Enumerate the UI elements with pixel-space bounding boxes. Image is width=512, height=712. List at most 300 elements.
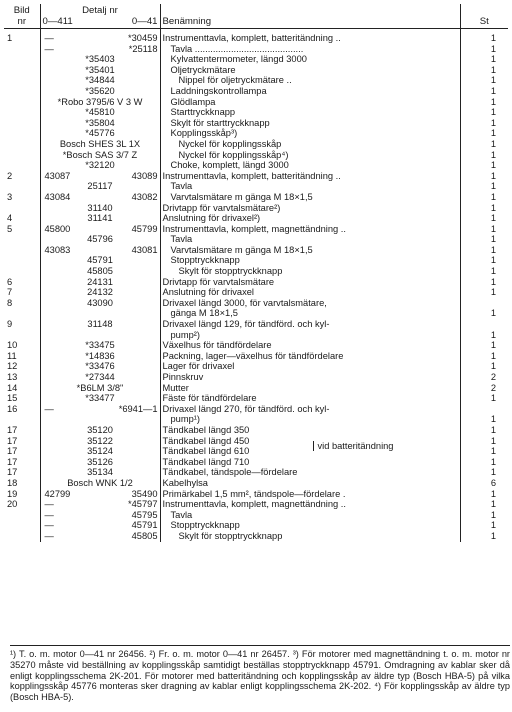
bild-number bbox=[4, 520, 40, 531]
detail-number-0-411: 45800 bbox=[44, 223, 71, 234]
benamning-text: Växelhus för tändfördelare bbox=[162, 340, 272, 351]
bild-number: 14 bbox=[4, 383, 40, 394]
bild-number: 13 bbox=[4, 372, 40, 383]
benamning-text: Tändkabel längd 610 bbox=[162, 446, 250, 457]
quantity: 1 bbox=[490, 107, 496, 118]
bild-number bbox=[4, 118, 40, 129]
detail-number-common: 24132 bbox=[87, 287, 113, 298]
bild-number: 7 bbox=[4, 287, 40, 298]
detail-number bbox=[40, 330, 160, 341]
benamning-text: Tändkabel längd 710 bbox=[162, 456, 250, 467]
benamning-text: Glödlampa bbox=[170, 96, 216, 107]
benamning-text: Lager för drivaxel bbox=[162, 361, 235, 372]
bild-number: 2 bbox=[4, 171, 40, 182]
table-row bbox=[4, 33, 508, 44]
benamning-text: Anslutning för drivaxel²) bbox=[162, 213, 261, 224]
benamning bbox=[160, 361, 460, 372]
detail-number bbox=[40, 467, 160, 478]
detail-number bbox=[40, 107, 160, 118]
detail-number bbox=[40, 213, 160, 224]
bild-number: 17 bbox=[4, 457, 40, 468]
detail-number bbox=[40, 139, 160, 150]
detail-number-0-41: *6941—1 bbox=[118, 403, 158, 414]
detail-number bbox=[40, 520, 160, 531]
benamning bbox=[160, 404, 460, 415]
detail-number bbox=[40, 65, 160, 76]
benamning bbox=[160, 510, 460, 521]
detail-number bbox=[40, 436, 160, 447]
quantity: 1 bbox=[490, 446, 496, 457]
detail-number bbox=[40, 319, 160, 330]
benamning-text: Skylt för stopptryckknapp bbox=[178, 266, 283, 277]
detail-number bbox=[40, 414, 160, 425]
detail-number bbox=[40, 499, 160, 510]
detail-number bbox=[40, 340, 160, 351]
quantity: 1 bbox=[490, 33, 496, 43]
detail-number bbox=[40, 266, 160, 277]
benamning-text: Drivtapp för varvtalsmätare bbox=[162, 276, 275, 287]
detail-number-common: 35122 bbox=[87, 435, 113, 446]
benamning bbox=[160, 44, 460, 55]
bild-number: 17 bbox=[4, 467, 40, 478]
vid-batteritandning-note: vid batteritändning bbox=[313, 441, 394, 451]
benamning-text: Tavla bbox=[170, 234, 193, 245]
detail-number-0-411: 43087 bbox=[44, 170, 71, 181]
bild-number: 3 bbox=[4, 192, 40, 203]
detail-number bbox=[40, 224, 160, 235]
quantity: 1 bbox=[490, 128, 496, 139]
quantity bbox=[460, 319, 508, 330]
quantity: 1 bbox=[490, 96, 496, 107]
benamning-text: Instrumenttavla, komplett, batteritändning .. bbox=[162, 170, 341, 181]
benamning-text: Varvtalsmätare m gänga M 18×1,5 bbox=[170, 191, 313, 202]
quantity: 1 bbox=[490, 43, 496, 54]
detail-number bbox=[40, 510, 160, 521]
bild-number bbox=[4, 510, 40, 521]
detail-number-common: 31141 bbox=[87, 213, 113, 224]
bild-number: 1 bbox=[4, 33, 40, 44]
table-row bbox=[4, 160, 508, 171]
table-row bbox=[4, 266, 508, 277]
benamning-text: Tavla bbox=[170, 181, 193, 192]
detail-number-common: *27344 bbox=[85, 372, 115, 382]
quantity: 1 bbox=[490, 54, 496, 65]
detail-number bbox=[40, 383, 160, 394]
benamning-text: Instrumenttavla, komplett, batteritändning .. bbox=[162, 33, 341, 43]
detail-number-0-411: 43083 bbox=[44, 244, 71, 255]
benamning bbox=[160, 139, 460, 150]
benamning bbox=[160, 520, 460, 531]
detail-number-common: *35620 bbox=[85, 85, 115, 96]
bild-number: 8 bbox=[4, 298, 40, 309]
detail-number-0-41: 35490 bbox=[131, 488, 158, 499]
detail-number bbox=[40, 118, 160, 129]
detail-number-common: *Bosch SAS 3/7 Z bbox=[62, 149, 138, 160]
benamning bbox=[160, 298, 460, 309]
bild-number: 9 bbox=[4, 319, 40, 330]
quantity: 1 bbox=[490, 85, 496, 96]
detail-number bbox=[40, 372, 160, 383]
detail-number bbox=[40, 457, 160, 468]
table-row bbox=[4, 203, 508, 214]
quantity: 1 bbox=[490, 435, 496, 446]
benamning bbox=[160, 86, 460, 97]
header-bild bbox=[4, 4, 40, 29]
bild-number bbox=[4, 44, 40, 55]
table-row bbox=[4, 425, 508, 436]
detail-number bbox=[40, 86, 160, 97]
benamning bbox=[160, 118, 460, 129]
bild-number bbox=[4, 54, 40, 65]
quantity: 1 bbox=[490, 530, 496, 541]
benamning-text: Anslutning för drivaxel bbox=[162, 287, 254, 298]
bild-number bbox=[4, 203, 40, 214]
bild-number: 16 bbox=[4, 404, 40, 415]
quantity: 1 bbox=[490, 287, 496, 298]
detail-number-common: 35120 bbox=[87, 424, 113, 435]
table-row bbox=[4, 118, 508, 129]
parts-table-body bbox=[4, 29, 508, 542]
quantity: 1 bbox=[490, 244, 496, 255]
table-row bbox=[4, 531, 508, 542]
bild-number: 20 bbox=[4, 499, 40, 510]
table-row bbox=[4, 65, 508, 76]
bild-number bbox=[4, 255, 40, 266]
quantity: 1 bbox=[490, 266, 496, 277]
benamning bbox=[160, 393, 460, 404]
bild-number: 10 bbox=[4, 340, 40, 351]
benamning-text: Skylt för starttryckknapp bbox=[170, 117, 270, 128]
benamning bbox=[160, 245, 460, 256]
bild-number bbox=[4, 181, 40, 192]
benamning bbox=[160, 75, 460, 86]
table-row bbox=[4, 97, 508, 108]
detail-number-0-411: — bbox=[44, 509, 54, 520]
benamning bbox=[160, 224, 460, 235]
detail-number-common: 35134 bbox=[87, 467, 113, 478]
benamning-text: Varvtalsmätare m gänga M 18×1,5 bbox=[170, 244, 313, 255]
table-row bbox=[4, 478, 508, 489]
detail-number-0-41: 43082 bbox=[131, 191, 158, 202]
quantity: 1 bbox=[490, 191, 496, 202]
detail-number bbox=[40, 425, 160, 436]
benamning bbox=[160, 414, 460, 425]
table-row bbox=[4, 44, 508, 55]
table-row bbox=[4, 446, 508, 457]
table-row bbox=[4, 393, 508, 404]
benamning-text: Drivtapp för varvtalsmätare²) bbox=[162, 202, 281, 213]
bild-number bbox=[4, 234, 40, 245]
table-row bbox=[4, 150, 508, 161]
detail-number-0-41: 43081 bbox=[131, 244, 158, 255]
benamning-text: Kabelhylsa bbox=[162, 477, 208, 488]
detail-number-0-411: 43084 bbox=[44, 191, 71, 202]
detail-number bbox=[40, 361, 160, 372]
benamning bbox=[160, 340, 460, 351]
detail-number-common: *33475 bbox=[85, 340, 115, 351]
detail-number bbox=[40, 298, 160, 309]
table-row bbox=[4, 467, 508, 478]
detail-number-common: 45796 bbox=[87, 234, 113, 245]
detail-number bbox=[40, 203, 160, 214]
bild-number: 17 bbox=[4, 425, 40, 436]
detail-number bbox=[40, 393, 160, 404]
benamning-text: Fäste för tändfördelare bbox=[162, 393, 257, 404]
quantity: 2 bbox=[490, 372, 496, 382]
quantity: 1 bbox=[490, 234, 496, 245]
quantity: 1 bbox=[490, 488, 496, 499]
benamning-text: Tavla bbox=[170, 509, 193, 520]
detail-number bbox=[40, 478, 160, 489]
quantity bbox=[460, 404, 508, 415]
benamning-text: Drivaxel längd 3000, för varvtalsmätare, bbox=[162, 297, 327, 308]
detail-number-common: *35401 bbox=[85, 64, 115, 75]
detail-number-common: 24131 bbox=[87, 276, 113, 287]
detail-number-common: *45776 bbox=[85, 128, 115, 139]
quantity: 1 bbox=[490, 393, 496, 404]
quantity: 1 bbox=[490, 509, 496, 520]
benamning-text: Stopptryckknapp bbox=[170, 255, 240, 266]
table-row bbox=[4, 414, 508, 425]
header-st bbox=[460, 4, 508, 29]
quantity: 1 bbox=[490, 424, 496, 435]
bild-number: 11 bbox=[4, 351, 40, 362]
bild-number: 17 bbox=[4, 446, 40, 457]
benamning bbox=[160, 171, 460, 182]
quantity: 1 bbox=[490, 117, 496, 128]
table-row bbox=[4, 520, 508, 531]
quantity: 1 bbox=[490, 329, 496, 340]
detail-number bbox=[40, 234, 160, 245]
table-row bbox=[4, 224, 508, 235]
detail-number-common: 43090 bbox=[87, 297, 113, 308]
quantity: 1 bbox=[490, 160, 496, 171]
parts-list-page bbox=[4, 4, 510, 703]
quantity: 6 bbox=[490, 477, 496, 488]
detail-number bbox=[40, 128, 160, 139]
quantity: 1 bbox=[490, 75, 496, 86]
detail-number bbox=[40, 351, 160, 362]
detail-number-common: *33477 bbox=[85, 393, 115, 404]
detail-number-0-41: 43089 bbox=[131, 170, 158, 181]
quantity: 1 bbox=[490, 202, 496, 213]
benamning-text: Kopplingsskåp³) bbox=[170, 128, 238, 139]
benamning-text: pump²) bbox=[170, 329, 200, 340]
table-row bbox=[4, 372, 508, 383]
benamning-text: pump¹) bbox=[170, 414, 200, 425]
benamning-text: Drivaxel längd 129, för tändförd. och kyl- bbox=[162, 319, 330, 330]
table-row bbox=[4, 298, 508, 309]
benamning bbox=[160, 181, 460, 192]
detail-number-common: 45791 bbox=[87, 255, 113, 266]
table-row bbox=[4, 351, 508, 362]
detail-number-common: 45805 bbox=[87, 266, 113, 277]
bild-number: 18 bbox=[4, 478, 40, 489]
benamning-text: Packning, lager—växelhus för tändfördelare bbox=[162, 350, 344, 361]
benamning-text: Choke, komplett, längd 3000 bbox=[170, 160, 289, 171]
quantity: 1 bbox=[490, 456, 496, 467]
benamning bbox=[160, 203, 460, 214]
detail-number bbox=[40, 75, 160, 86]
detail-number-0-411: — bbox=[44, 520, 54, 531]
table-row bbox=[4, 383, 508, 394]
table-row bbox=[4, 404, 508, 415]
quantity: 1 bbox=[490, 361, 496, 372]
quantity: 2 bbox=[490, 382, 496, 393]
benamning bbox=[160, 499, 460, 510]
header-benamning-label: Benämning bbox=[162, 16, 212, 27]
table-row bbox=[4, 107, 508, 118]
quantity: 1 bbox=[490, 138, 496, 149]
benamning bbox=[160, 33, 460, 44]
detail-number-common: *34844 bbox=[85, 75, 115, 86]
quantity: 1 bbox=[490, 149, 496, 160]
table-row bbox=[4, 139, 508, 150]
detail-number bbox=[40, 308, 160, 319]
benamning bbox=[160, 97, 460, 108]
quantity: 1 bbox=[490, 181, 496, 192]
bild-number: 5 bbox=[4, 224, 40, 235]
table-row bbox=[4, 181, 508, 192]
header-bild-label: Bild bbox=[13, 5, 30, 16]
benamning bbox=[160, 277, 460, 288]
benamning bbox=[160, 478, 460, 489]
benamning bbox=[160, 351, 460, 362]
detail-number-0-411: 42799 bbox=[44, 488, 71, 499]
table-row bbox=[4, 330, 508, 341]
benamning-text: Tändkabel, tändspole—fördelare bbox=[162, 467, 298, 478]
detail-number-common: *33476 bbox=[85, 361, 115, 372]
detail-number-common: *32120 bbox=[85, 160, 115, 171]
detail-number-0-41: *30459 bbox=[128, 33, 158, 43]
table-row bbox=[4, 255, 508, 266]
detail-number-common: *14836 bbox=[85, 350, 115, 361]
benamning bbox=[160, 65, 460, 76]
quantity: 1 bbox=[490, 350, 496, 361]
bild-number: 19 bbox=[4, 489, 40, 500]
quantity: 1 bbox=[490, 64, 496, 75]
detail-number bbox=[40, 160, 160, 171]
bild-number bbox=[4, 414, 40, 425]
benamning bbox=[160, 213, 460, 224]
detail-number bbox=[40, 33, 160, 44]
header-detalj bbox=[40, 4, 160, 29]
benamning-text: Instrumenttavla, komplett, magnettändning .. bbox=[162, 223, 346, 234]
benamning bbox=[160, 372, 460, 383]
benamning-text: Nyckel för kopplingsskåp⁴) bbox=[178, 149, 289, 160]
detail-number bbox=[40, 192, 160, 203]
table-row bbox=[4, 361, 508, 372]
quantity: 1 bbox=[490, 520, 496, 531]
benamning-text: Mutter bbox=[162, 382, 189, 393]
detail-number-0-411: — bbox=[44, 403, 54, 414]
detail-number bbox=[40, 489, 160, 500]
detail-number-common: *45810 bbox=[85, 107, 115, 118]
benamning bbox=[160, 531, 460, 542]
benamning bbox=[160, 383, 460, 394]
header-range-left: 0—411 bbox=[42, 16, 73, 27]
detail-number bbox=[40, 255, 160, 266]
benamning-text: Drivaxel längd 270, för tändförd. och kyl- bbox=[162, 403, 330, 414]
bild-number bbox=[4, 266, 40, 277]
benamning-text: Kylvattentermometer, längd 3000 bbox=[170, 54, 307, 65]
benamning-text: Primärkabel 1,5 mm², tändspole—fördelare . bbox=[162, 488, 346, 499]
benamning bbox=[160, 234, 460, 245]
benamning-text: Pinnskruv bbox=[162, 372, 204, 382]
detail-number bbox=[40, 54, 160, 65]
benamning bbox=[160, 107, 460, 118]
table-row bbox=[4, 75, 508, 86]
table-row bbox=[4, 128, 508, 139]
benamning bbox=[160, 128, 460, 139]
quantity: 1 bbox=[490, 499, 496, 510]
footnotes: ¹) T. o. m. motor 0—41 nr 26456. ²) Fr. o. m. motor 0—41 nr 26457. ³) För motorer med magnettändning t. o. m. motor nr 35270 måste vid beställning av kopplingsskåp samtidigt beställas stopptryckknapp 45791. Omdragning av kablar sker då enligt kopplingsschema 2K-201. För motorer med batteritändning och kopplingsskåp av äldre typ (Bosch HBA-5) på vilka kopplingsskåp 45776 monteras sker dragning av kablar enligt kopplingsschema 2K-202. ⁴) För kopplingsskåp av äldre typ (Bosch HBA-5). bbox=[10, 645, 510, 703]
detail-number bbox=[40, 531, 160, 542]
bild-number bbox=[4, 86, 40, 97]
table-row bbox=[4, 277, 508, 288]
detail-number-0-41: 45799 bbox=[131, 223, 158, 234]
benamning bbox=[160, 457, 460, 468]
bild-number bbox=[4, 160, 40, 171]
detail-number-0-41: *45797 bbox=[128, 499, 158, 510]
bild-number bbox=[4, 531, 40, 542]
benamning bbox=[160, 467, 460, 478]
table-row bbox=[4, 245, 508, 256]
bild-number bbox=[4, 75, 40, 86]
table-row bbox=[4, 171, 508, 182]
bild-number bbox=[4, 65, 40, 76]
benamning bbox=[160, 287, 460, 298]
table-row bbox=[4, 457, 508, 468]
detail-number bbox=[40, 245, 160, 256]
benamning bbox=[160, 255, 460, 266]
quantity: 1 bbox=[490, 170, 496, 181]
table-row bbox=[4, 86, 508, 97]
table-row bbox=[4, 436, 508, 447]
detail-number-0-411: — bbox=[44, 530, 54, 541]
detail-number bbox=[40, 404, 160, 415]
table-row bbox=[4, 213, 508, 224]
quantity: 1 bbox=[490, 276, 496, 287]
table-row bbox=[4, 192, 508, 203]
benamning bbox=[160, 192, 460, 203]
quantity: 1 bbox=[490, 467, 496, 478]
table-row bbox=[4, 319, 508, 330]
quantity: 1 bbox=[490, 223, 496, 234]
table-row bbox=[4, 340, 508, 351]
detail-number bbox=[40, 150, 160, 161]
detail-number bbox=[40, 97, 160, 108]
header-benamning bbox=[160, 4, 460, 29]
detail-number bbox=[40, 287, 160, 298]
benamning bbox=[160, 436, 460, 447]
bild-number: 15 bbox=[4, 393, 40, 404]
detail-number-common: *35804 bbox=[85, 117, 115, 128]
header-row bbox=[4, 4, 508, 29]
detail-number bbox=[40, 277, 160, 288]
benamning bbox=[160, 266, 460, 277]
bild-number: 6 bbox=[4, 277, 40, 288]
detail-number-common: 31148 bbox=[87, 319, 113, 330]
benamning bbox=[160, 330, 460, 341]
quantity bbox=[460, 298, 508, 309]
bild-number: 4 bbox=[4, 213, 40, 224]
bild-number: 12 bbox=[4, 361, 40, 372]
detail-number-0-41: 45791 bbox=[131, 520, 158, 531]
header-range-right: 0—41 bbox=[131, 16, 158, 27]
detail-number-common: *35403 bbox=[85, 54, 115, 65]
benamning-text: gänga M 18×1,5 bbox=[170, 308, 238, 319]
